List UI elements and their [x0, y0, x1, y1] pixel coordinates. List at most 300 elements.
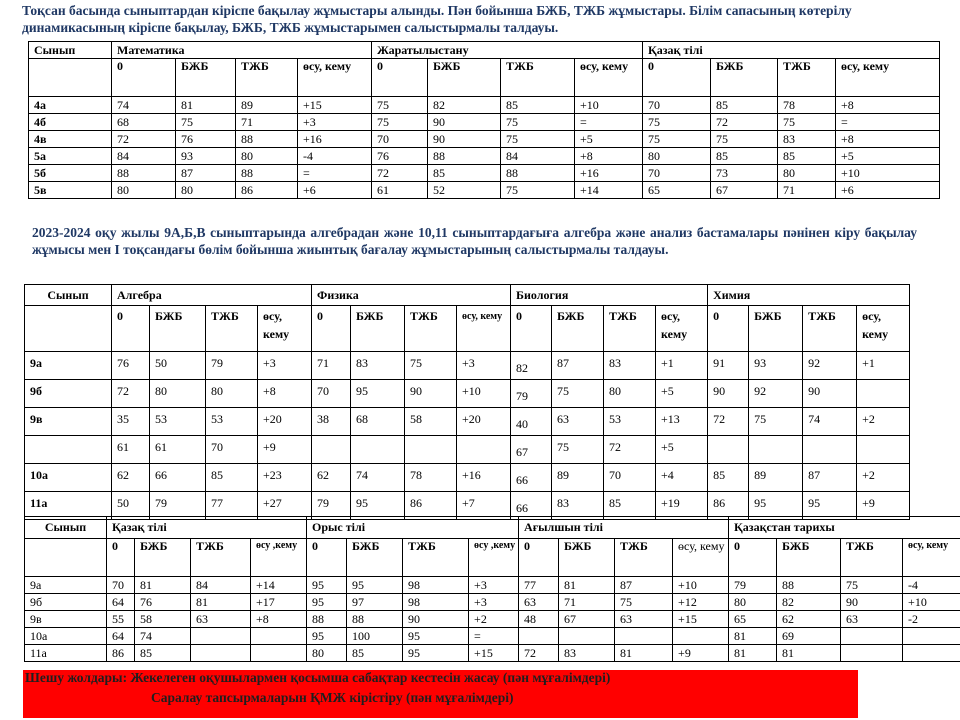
class-name-cell: 9а: [25, 352, 112, 380]
class-name-cell: [25, 436, 112, 464]
value-cell: [405, 436, 457, 464]
value-cell: 93: [176, 148, 236, 165]
value-cell: 75: [176, 114, 236, 131]
col-header: 0: [112, 59, 176, 97]
value-cell: 90: [841, 594, 903, 611]
class-name-cell: 9в: [25, 408, 112, 436]
value-cell: 75: [501, 131, 575, 148]
solution-box: [23, 670, 858, 718]
value-cell: 86: [236, 182, 298, 199]
col-header: 0: [729, 539, 777, 577]
col-header: өсу, кему: [258, 306, 312, 352]
value-cell: 72: [372, 165, 428, 182]
value-cell: 86: [708, 492, 749, 520]
value-cell: 100: [347, 628, 403, 645]
value-cell: 72: [112, 131, 176, 148]
value-cell: 66: [150, 464, 206, 492]
col-header: БЖБ: [552, 306, 604, 352]
value-cell: +9: [258, 436, 312, 464]
col-header: өсу, кему: [673, 539, 729, 577]
class-name-cell: 5б: [29, 165, 112, 182]
value-cell: 52: [428, 182, 501, 199]
subject-header: Қазақ тілі: [107, 517, 307, 539]
value-cell: 87: [552, 352, 604, 380]
value-cell: 77: [206, 492, 258, 520]
value-cell: 88: [236, 165, 298, 182]
subject-header: Математика: [112, 42, 372, 59]
value-cell: +6: [298, 182, 372, 199]
value-cell: +1: [656, 352, 708, 380]
col-header: өсу ,кему: [251, 539, 307, 577]
table-row: [25, 408, 910, 436]
col-header: БЖБ: [135, 539, 191, 577]
value-cell: 63: [191, 611, 251, 628]
class-header: Сынып: [25, 517, 107, 539]
value-cell: 92: [803, 352, 857, 380]
value-cell: 71: [236, 114, 298, 131]
value-cell: [351, 436, 405, 464]
value-cell: +1: [857, 352, 910, 380]
value-cell: +20: [457, 408, 511, 436]
primary-grades-table: [28, 41, 940, 199]
value-cell: +19: [656, 492, 708, 520]
col-header: өсу, кему: [457, 306, 511, 352]
col-header: ТЖБ: [615, 539, 673, 577]
value-cell: [708, 436, 749, 464]
value-cell: [857, 436, 910, 464]
value-cell: +14: [575, 182, 643, 199]
senior-science-table: [24, 284, 910, 520]
value-cell: -2: [903, 611, 960, 628]
value-cell: [559, 628, 615, 645]
value-cell: 81: [559, 577, 615, 594]
value-cell: 53: [604, 408, 656, 436]
value-cell: 75: [711, 131, 778, 148]
value-cell: +10: [836, 165, 940, 182]
value-cell: +13: [656, 408, 708, 436]
value-cell: 83: [552, 492, 604, 520]
value-cell: 78: [405, 464, 457, 492]
table-row: [25, 645, 960, 662]
value-cell: 92: [749, 380, 803, 408]
value-cell: 95: [749, 492, 803, 520]
value-cell: 80: [206, 380, 258, 408]
value-cell: 70: [312, 380, 351, 408]
value-cell: 84: [191, 577, 251, 594]
value-cell: 95: [803, 492, 857, 520]
value-cell: 84: [112, 148, 176, 165]
value-cell: +9: [673, 645, 729, 662]
value-cell: 80: [778, 165, 836, 182]
col-header: ТЖБ: [236, 59, 298, 97]
value-cell: 89: [236, 97, 298, 114]
value-cell: 85: [206, 464, 258, 492]
value-cell: 70: [107, 577, 135, 594]
value-cell: 75: [615, 594, 673, 611]
table-row: [25, 594, 960, 611]
value-cell: 97: [347, 594, 403, 611]
value-cell: 82: [777, 594, 841, 611]
value-cell: 88: [777, 577, 841, 594]
value-cell: =: [298, 165, 372, 182]
col-header: ТЖБ: [803, 306, 857, 352]
subject-header: Химия: [708, 285, 910, 306]
value-cell: 65: [643, 182, 711, 199]
value-cell: 65: [729, 611, 777, 628]
value-cell: 71: [559, 594, 615, 611]
value-cell: 85: [711, 97, 778, 114]
value-cell: 71: [312, 352, 351, 380]
class-name-cell: 9в: [25, 611, 107, 628]
value-cell: 72: [711, 114, 778, 131]
value-cell: 85: [347, 645, 403, 662]
value-cell: 53: [206, 408, 258, 436]
value-cell: 75: [501, 114, 575, 131]
value-cell: 72: [519, 645, 559, 662]
value-cell: +5: [656, 380, 708, 408]
value-cell: 95: [307, 577, 347, 594]
value-cell: [191, 645, 251, 662]
value-cell: +6: [836, 182, 940, 199]
value-cell: [857, 380, 910, 408]
subject-header: Ағылшын тілі: [519, 517, 729, 539]
value-cell: 73: [711, 165, 778, 182]
col-header: өсу, кему: [298, 59, 372, 97]
class-header: Сынып: [29, 42, 112, 59]
value-cell: 80: [604, 380, 656, 408]
table-row: [25, 577, 960, 594]
col-header: ТЖБ: [841, 539, 903, 577]
col-header: 0: [307, 539, 347, 577]
value-cell: 75: [841, 577, 903, 594]
solution-line-2: Саралау тапсырмаларын ҚМЖ кірістіру (пән мұғалімдері): [151, 690, 514, 705]
class-header: Сынып: [25, 285, 112, 306]
class-name-cell: 4б: [29, 114, 112, 131]
table-row: [29, 165, 940, 182]
value-cell: 88: [501, 165, 575, 182]
value-cell: 95: [403, 628, 469, 645]
value-cell: 76: [112, 352, 150, 380]
value-cell: 81: [729, 645, 777, 662]
value-cell: 90: [405, 380, 457, 408]
col-header: 0: [107, 539, 135, 577]
col-header: 0: [519, 539, 559, 577]
value-cell: [903, 645, 960, 662]
value-cell: -4: [298, 148, 372, 165]
value-cell: 63: [841, 611, 903, 628]
value-cell: 90: [803, 380, 857, 408]
value-cell: 76: [176, 131, 236, 148]
value-cell: +14: [251, 577, 307, 594]
value-cell: 74: [112, 97, 176, 114]
value-cell: 95: [307, 628, 347, 645]
value-cell: [457, 436, 511, 464]
value-cell: 66: [511, 464, 552, 492]
value-cell: +8: [251, 611, 307, 628]
value-cell: 86: [405, 492, 457, 520]
table-row: [29, 114, 940, 131]
value-cell: +3: [469, 594, 519, 611]
value-cell: 58: [405, 408, 457, 436]
value-cell: +8: [836, 97, 940, 114]
value-cell: =: [575, 114, 643, 131]
value-cell: 95: [307, 594, 347, 611]
value-cell: +4: [656, 464, 708, 492]
col-header: ТЖБ: [501, 59, 575, 97]
value-cell: 95: [351, 492, 405, 520]
value-cell: +3: [258, 352, 312, 380]
table-row: [29, 97, 940, 114]
value-cell: [841, 645, 903, 662]
subject-header: Биология: [511, 285, 708, 306]
value-cell: 50: [112, 492, 150, 520]
value-cell: [803, 436, 857, 464]
table-row: [25, 464, 910, 492]
value-cell: 75: [643, 131, 711, 148]
value-cell: +2: [857, 408, 910, 436]
languages-history-table: [24, 516, 960, 662]
value-cell: [615, 628, 673, 645]
col-header: БЖБ: [347, 539, 403, 577]
value-cell: [251, 628, 307, 645]
value-cell: 72: [708, 408, 749, 436]
value-cell: 67: [559, 611, 615, 628]
value-cell: +2: [469, 611, 519, 628]
value-cell: 83: [778, 131, 836, 148]
subject-header: Физика: [312, 285, 511, 306]
heading-algebra-analysis: 2023-2024 оқу жылы 9А,Б,В сыныптарында алгебрадан және 10,11 сыныптардағыға алгебра және анализ бастамалары пәнінен кіру бақылау жұмысы мен І тоқсандағы бөлім бойынша жиынтық бағалау жұмыстарының салыстырмалы талдауы.: [32, 225, 917, 257]
value-cell: -4: [903, 577, 960, 594]
value-cell: 87: [615, 577, 673, 594]
value-cell: 67: [711, 182, 778, 199]
value-cell: 83: [559, 645, 615, 662]
value-cell: 85: [711, 148, 778, 165]
value-cell: +20: [258, 408, 312, 436]
value-cell: 80: [729, 594, 777, 611]
col-header: ТЖБ: [191, 539, 251, 577]
value-cell: 75: [552, 436, 604, 464]
empty-cell: [29, 59, 112, 97]
value-cell: 83: [604, 352, 656, 380]
value-cell: +3: [457, 352, 511, 380]
class-name-cell: 10а: [25, 464, 112, 492]
col-header: БЖБ: [711, 59, 778, 97]
value-cell: 75: [643, 114, 711, 131]
value-cell: +5: [656, 436, 708, 464]
value-cell: 53: [150, 408, 206, 436]
value-cell: [673, 628, 729, 645]
value-cell: 68: [351, 408, 405, 436]
value-cell: 83: [351, 352, 405, 380]
col-header: ТЖБ: [206, 306, 258, 352]
value-cell: +15: [673, 611, 729, 628]
value-cell: 61: [112, 436, 150, 464]
value-cell: 79: [511, 380, 552, 408]
value-cell: 79: [729, 577, 777, 594]
value-cell: 88: [236, 131, 298, 148]
value-cell: 72: [604, 436, 656, 464]
value-cell: 90: [403, 611, 469, 628]
value-cell: 79: [206, 352, 258, 380]
value-cell: +10: [575, 97, 643, 114]
subject-header: Жаратылыстану: [372, 42, 643, 59]
value-cell: +10: [903, 594, 960, 611]
heading-control-works: Тоқсан басында сыныптардан кіріспе бақылау жұмыстары алынды. Пән бойынша БЖБ, ТЖБ жұмыстары. Білім сапасының көтерілу динамикасының кіріспе бақылау, БЖБ, ТЖБ жұмыстарымен салыстырмалы талдауы.: [22, 3, 852, 35]
value-cell: 80: [307, 645, 347, 662]
value-cell: +5: [836, 148, 940, 165]
subject-header: Қазақстан тарихы: [729, 517, 960, 539]
value-cell: +9: [857, 492, 910, 520]
table-row: [25, 352, 910, 380]
value-cell: 90: [428, 114, 501, 131]
value-cell: 84: [501, 148, 575, 165]
class-name-cell: 9б: [25, 594, 107, 611]
value-cell: 87: [176, 165, 236, 182]
col-header: БЖБ: [777, 539, 841, 577]
class-name-cell: 11а: [25, 492, 112, 520]
col-header: 0: [708, 306, 749, 352]
value-cell: 75: [749, 408, 803, 436]
value-cell: 74: [135, 628, 191, 645]
value-cell: 98: [403, 577, 469, 594]
value-cell: 64: [107, 594, 135, 611]
col-header: өсу, кему: [857, 306, 910, 352]
value-cell: 81: [191, 594, 251, 611]
value-cell: 87: [803, 464, 857, 492]
subject-header: Қазақ тілі: [643, 42, 940, 59]
value-cell: +10: [673, 577, 729, 594]
value-cell: 67: [511, 436, 552, 464]
value-cell: =: [836, 114, 940, 131]
value-cell: 88: [112, 165, 176, 182]
col-header: 0: [312, 306, 351, 352]
value-cell: 69: [777, 628, 841, 645]
value-cell: 75: [501, 182, 575, 199]
col-header: БЖБ: [176, 59, 236, 97]
value-cell: 88: [307, 611, 347, 628]
value-cell: 79: [312, 492, 351, 520]
value-cell: [519, 628, 559, 645]
value-cell: +3: [469, 577, 519, 594]
class-name-cell: 10а: [25, 628, 107, 645]
col-header: өсу ,кему: [469, 539, 519, 577]
value-cell: 58: [135, 611, 191, 628]
value-cell: +8: [575, 148, 643, 165]
value-cell: 63: [615, 611, 673, 628]
value-cell: +27: [258, 492, 312, 520]
value-cell: 81: [615, 645, 673, 662]
table-row: [25, 611, 960, 628]
value-cell: 76: [372, 148, 428, 165]
col-header: 0: [511, 306, 552, 352]
col-header: БЖБ: [559, 539, 615, 577]
value-cell: +16: [298, 131, 372, 148]
col-header: 0: [372, 59, 428, 97]
value-cell: 90: [428, 131, 501, 148]
value-cell: 85: [708, 464, 749, 492]
col-header: өсу, кему: [656, 306, 708, 352]
table-row: [25, 436, 910, 464]
value-cell: [903, 628, 960, 645]
value-cell: 80: [236, 148, 298, 165]
value-cell: +7: [457, 492, 511, 520]
value-cell: 75: [405, 352, 457, 380]
value-cell: [251, 645, 307, 662]
value-cell: 85: [135, 645, 191, 662]
value-cell: 85: [501, 97, 575, 114]
col-header: ТЖБ: [778, 59, 836, 97]
value-cell: 62: [112, 464, 150, 492]
value-cell: 70: [372, 131, 428, 148]
value-cell: 85: [604, 492, 656, 520]
class-name-cell: 9б: [25, 380, 112, 408]
empty-cell: [25, 539, 107, 577]
table-row: [29, 131, 940, 148]
empty-cell: [25, 306, 112, 352]
value-cell: 78: [778, 97, 836, 114]
value-cell: +8: [258, 380, 312, 408]
value-cell: +2: [857, 464, 910, 492]
col-header: БЖБ: [749, 306, 803, 352]
value-cell: +17: [251, 594, 307, 611]
value-cell: 63: [552, 408, 604, 436]
value-cell: 63: [519, 594, 559, 611]
class-name-cell: 4а: [29, 97, 112, 114]
class-name-cell: 11а: [25, 645, 107, 662]
value-cell: 48: [519, 611, 559, 628]
value-cell: 80: [643, 148, 711, 165]
value-cell: +5: [575, 131, 643, 148]
value-cell: 38: [312, 408, 351, 436]
class-name-cell: 5в: [29, 182, 112, 199]
value-cell: 85: [778, 148, 836, 165]
col-header: ТЖБ: [403, 539, 469, 577]
value-cell: 95: [403, 645, 469, 662]
class-name-cell: 5а: [29, 148, 112, 165]
value-cell: 61: [150, 436, 206, 464]
col-header: БЖБ: [428, 59, 501, 97]
value-cell: 75: [778, 114, 836, 131]
col-header: өсу, кему: [903, 539, 960, 577]
value-cell: +3: [298, 114, 372, 131]
value-cell: 76: [135, 594, 191, 611]
value-cell: 90: [708, 380, 749, 408]
value-cell: 75: [372, 114, 428, 131]
table-row: [25, 628, 960, 645]
value-cell: 85: [428, 165, 501, 182]
value-cell: +16: [457, 464, 511, 492]
value-cell: [749, 436, 803, 464]
value-cell: 50: [150, 352, 206, 380]
value-cell: 62: [777, 611, 841, 628]
value-cell: +23: [258, 464, 312, 492]
col-header: өсу, кему: [836, 59, 940, 97]
value-cell: 88: [428, 148, 501, 165]
value-cell: 68: [112, 114, 176, 131]
value-cell: 80: [150, 380, 206, 408]
value-cell: 64: [107, 628, 135, 645]
col-header: өсу, кему: [575, 59, 643, 97]
class-name-cell: 9а: [25, 577, 107, 594]
value-cell: 81: [176, 97, 236, 114]
col-header: ТЖБ: [604, 306, 656, 352]
value-cell: 86: [107, 645, 135, 662]
value-cell: +12: [673, 594, 729, 611]
value-cell: [841, 628, 903, 645]
value-cell: 80: [112, 182, 176, 199]
value-cell: 71: [778, 182, 836, 199]
value-cell: 80: [176, 182, 236, 199]
